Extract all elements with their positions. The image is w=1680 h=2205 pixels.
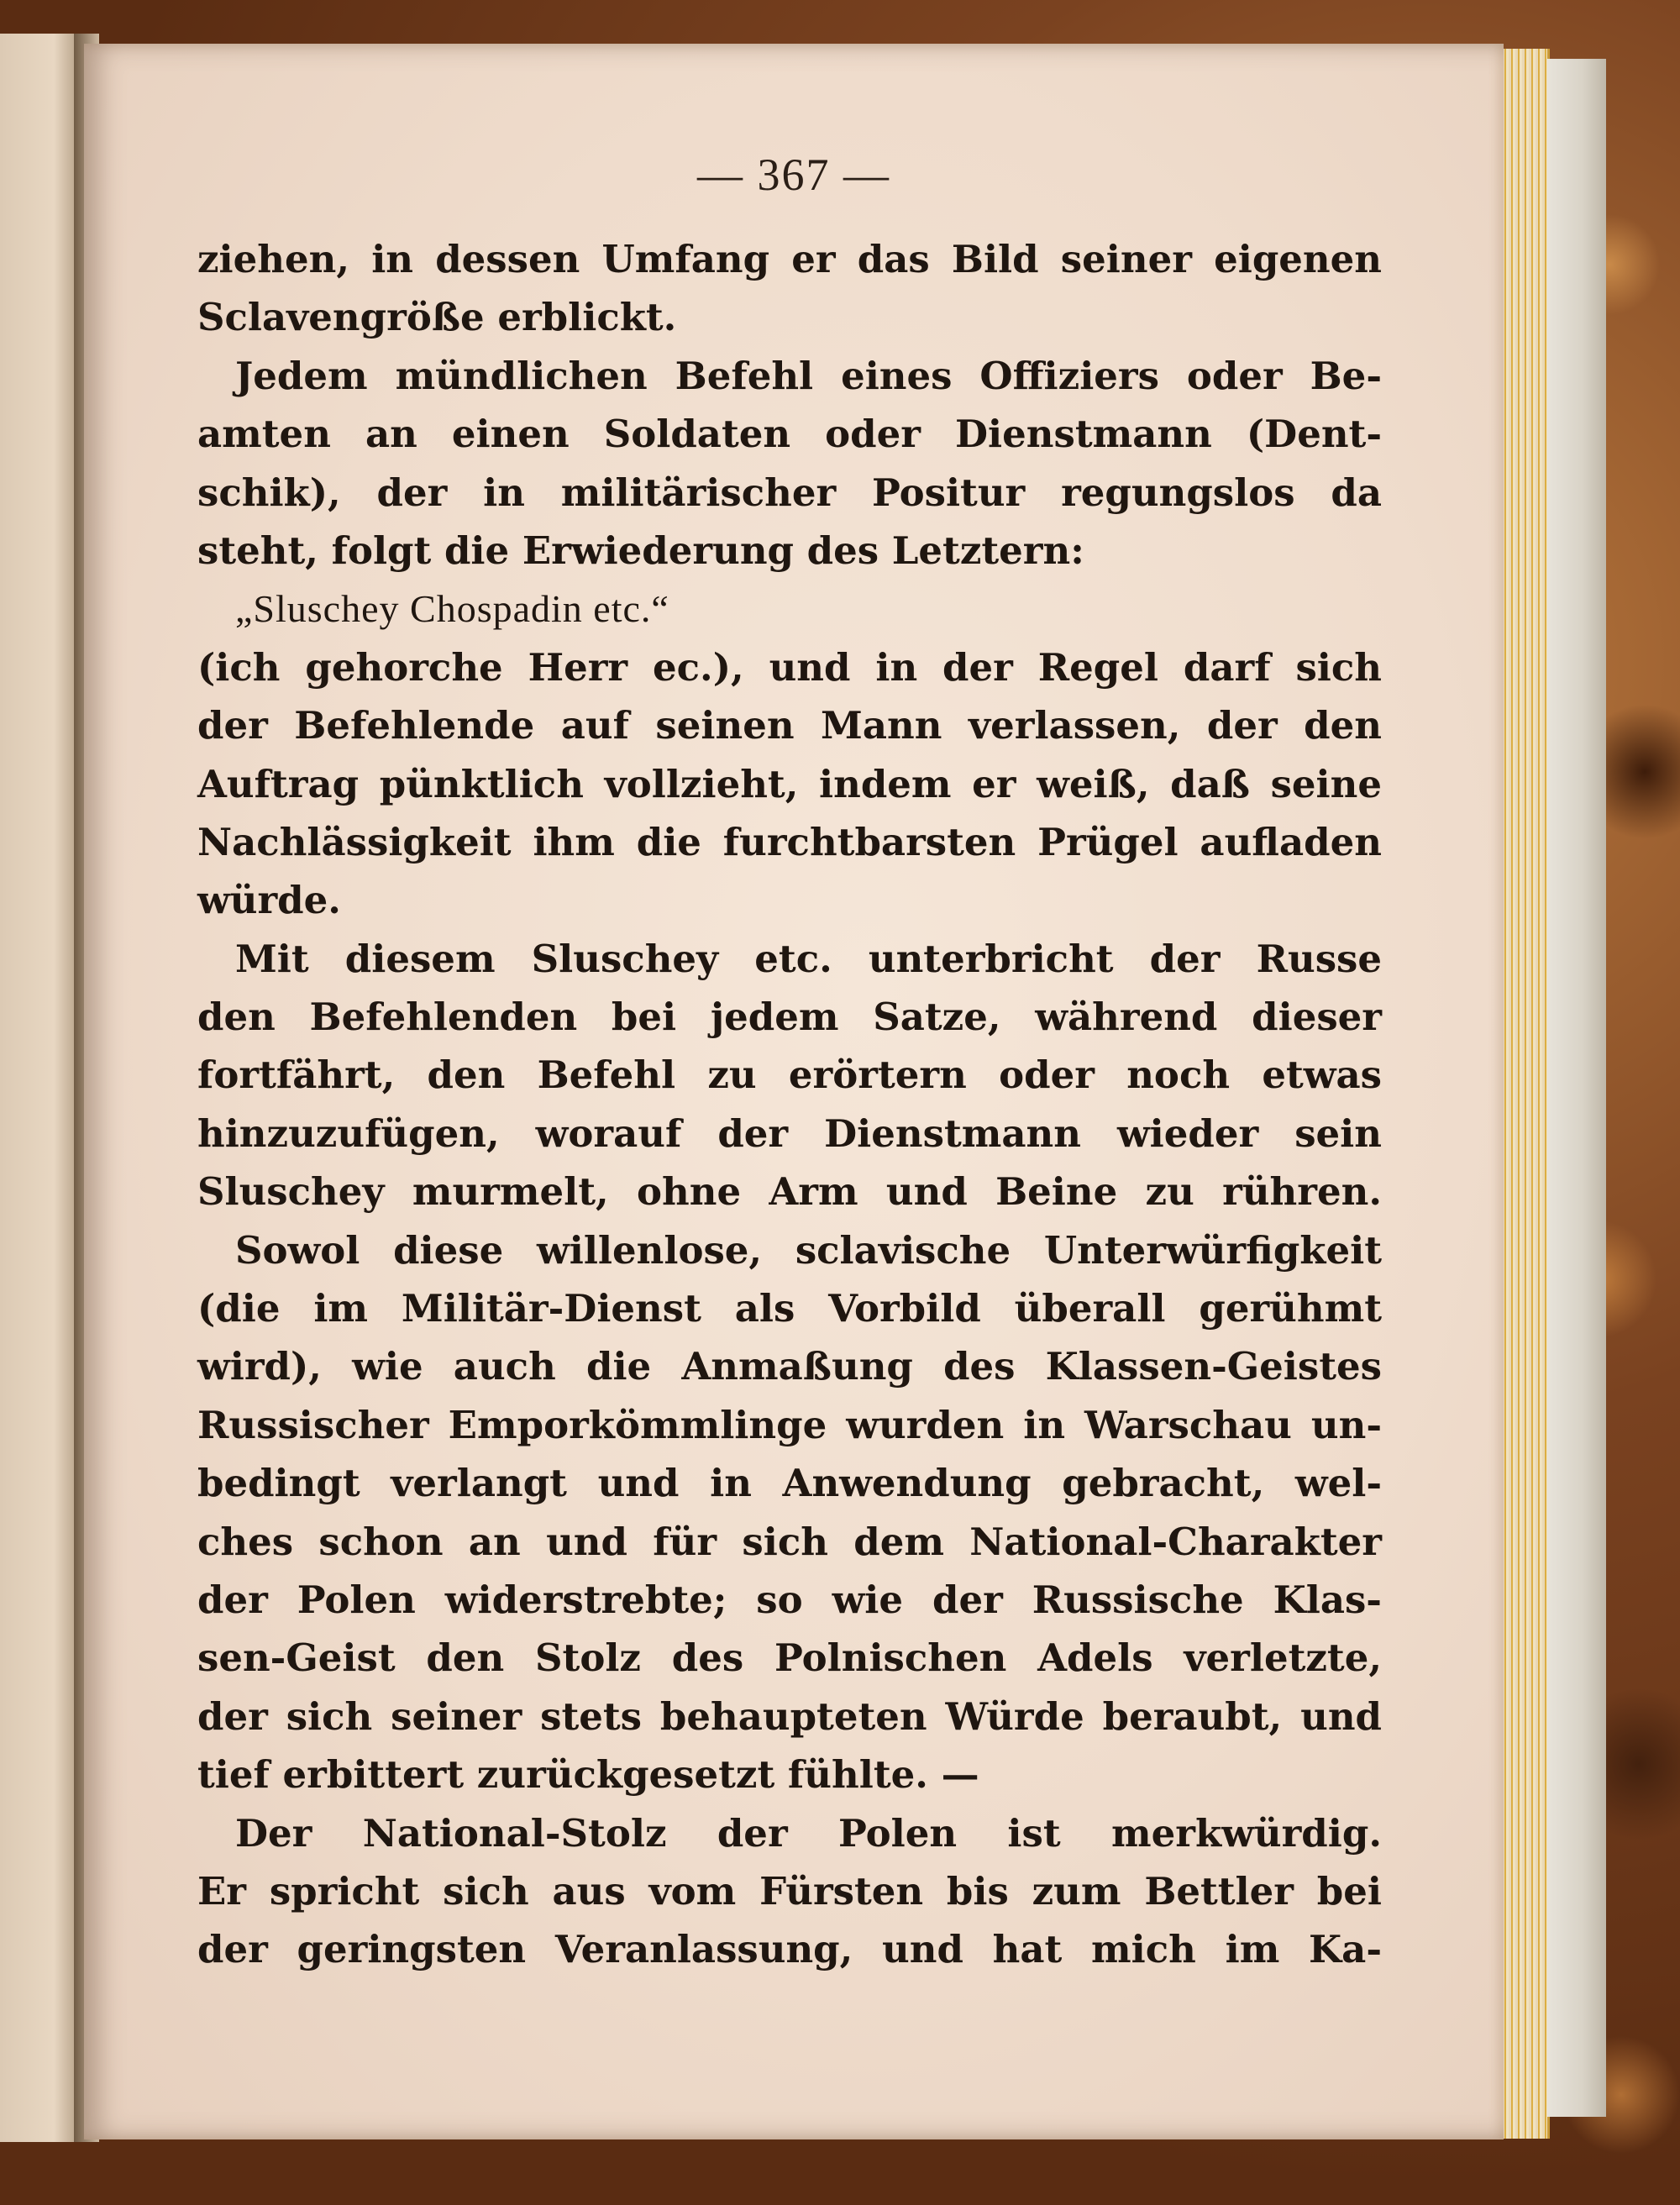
text-line: steht, folgt die Erwiederung des Letztern: — [197, 528, 1084, 573]
book-page — [84, 44, 1504, 2139]
text-line: wird), wie auch die Anmaßung des Klassen-Geistes — [197, 1344, 1382, 1389]
page-number: — 367 — — [697, 150, 890, 200]
text-line: den Befehlenden bei jedem Satze, während dieser — [197, 995, 1382, 1040]
left-facing-page — [0, 34, 79, 2142]
text-line: fortfährt, den Befehl zu erörtern oder noch etwas — [197, 1053, 1382, 1098]
text-line: ches schon an und für sich dem National-Charakter — [197, 1519, 1382, 1564]
text-line: ziehen, in dessen Umfang er das Bild seiner eigenen — [197, 237, 1382, 281]
back-board — [1547, 59, 1606, 2117]
text-line: hinzuzufügen, worauf der Dienstmann wieder sein — [197, 1110, 1382, 1156]
text-line: (ich gehorche Herr ec.), und in der Regel darf sich — [197, 644, 1382, 690]
text-line: der Polen widerstrebte; so wie der Russische Klas- — [197, 1577, 1382, 1622]
text-line: der geringsten Veranlassung, und hat mich im Ka- — [197, 1927, 1382, 1972]
text-line: (die im Militär-Dienst als Vorbild überall gerühmt — [197, 1286, 1382, 1331]
text-line: Auftrag pünktlich vollzieht, indem er weiß, daß seine — [197, 761, 1382, 806]
text-line: tief erbittert zurückgesetzt fühlte. — — [197, 1752, 979, 1798]
text-line: der sich seiner stets behaupteten Würde beraubt, und — [197, 1693, 1382, 1739]
text-line: Mit diesem Sluschey etc. unterbricht der Russe — [235, 936, 1382, 981]
text-line: amten an einen Soldaten oder Dienstmann (Dent- — [197, 412, 1382, 457]
text-line: Russischer Emporkömmlinge wurden in Warschau un- — [197, 1402, 1382, 1447]
text-line: Sclavengröße erblickt. — [197, 295, 677, 340]
text-line: bedingt verlangt und in Anwendung gebracht, wel- — [197, 1461, 1382, 1506]
text-line: würde. — [197, 878, 341, 923]
text-line: Jedem mündlichen Befehl eines Offiziers oder Be- — [235, 353, 1382, 398]
text-line: der Befehlende auf seinen Mann verlassen, der den — [197, 703, 1382, 748]
text-line: Sowol diese willenlose, sclavische Unterwürfigkeit — [235, 1227, 1382, 1273]
text-line: „Sluschey Chospadin etc.“ — [235, 587, 669, 631]
text-line: sen-Geist den Stolz des Polnischen Adels verletzte, — [197, 1635, 1382, 1681]
text-line: Sluschey murmelt, ohne Arm und Beine zu rühren. — [197, 1169, 1382, 1215]
text-line: Er spricht sich aus vom Fürsten bis zum Bettler bei — [197, 1868, 1382, 1914]
text-line: Der National-Stolz der Polen ist merkwürdig. — [235, 1810, 1382, 1856]
text-line: Nachlässigkeit ihm die furchtbarsten Prügel aufladen — [197, 819, 1382, 864]
body-text — [197, 230, 1382, 1979]
text-line: schik), der in militärischer Positur regungslos da — [197, 470, 1382, 515]
